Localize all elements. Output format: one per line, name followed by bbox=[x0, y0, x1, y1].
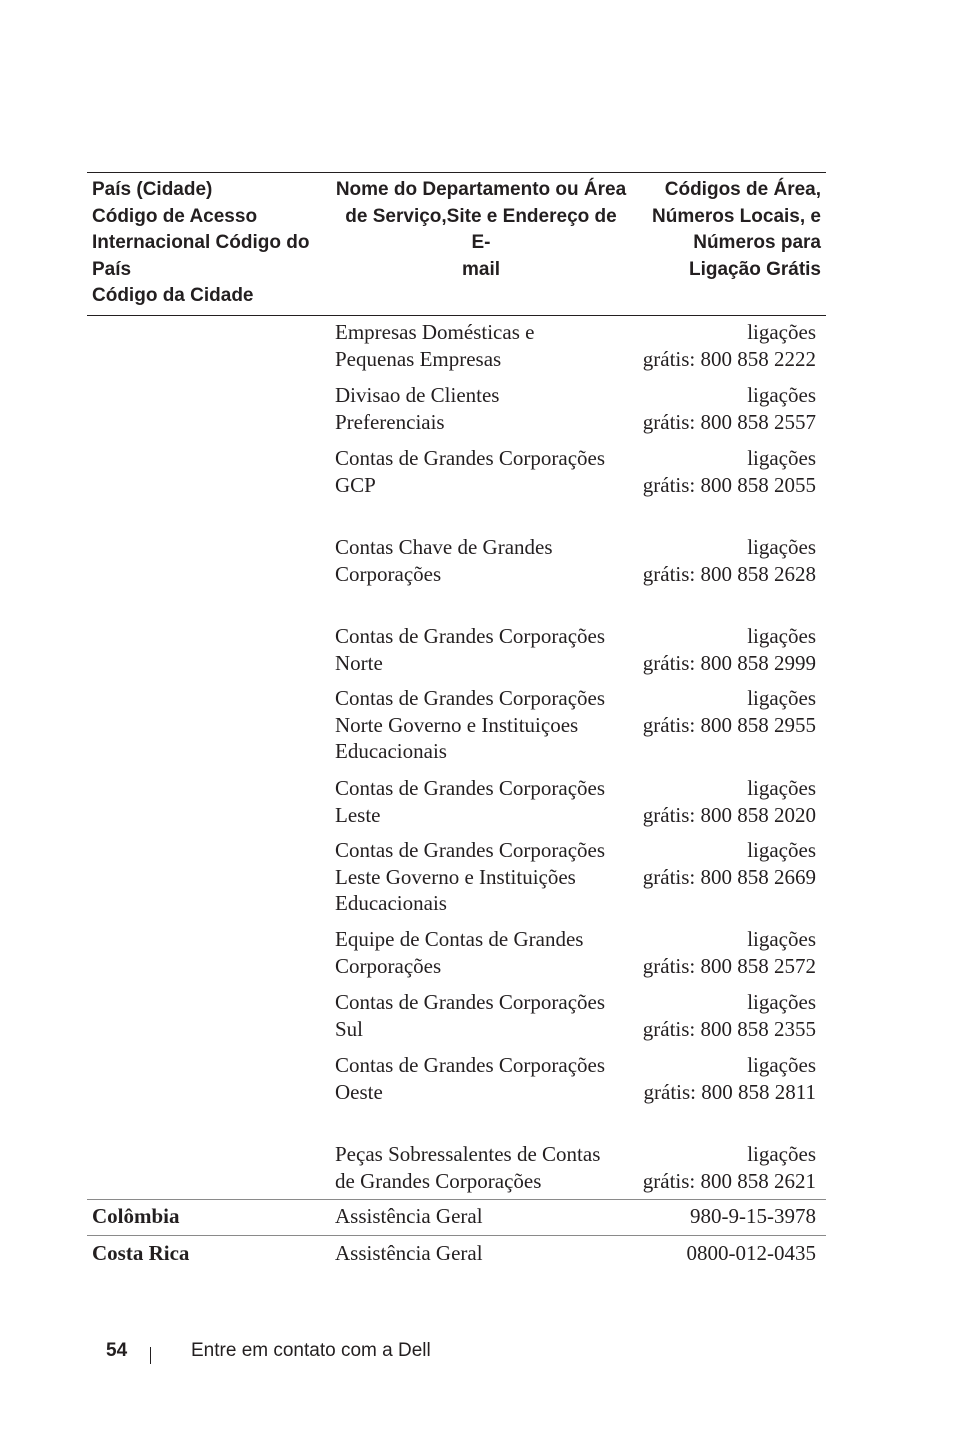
department-cell bbox=[335, 837, 627, 917]
department-cell bbox=[335, 775, 627, 828]
cell-line: ligações bbox=[747, 1053, 816, 1077]
cell-line: Leste bbox=[335, 802, 381, 827]
number-cell bbox=[630, 685, 816, 738]
header-bottom-rule bbox=[87, 315, 826, 316]
cell-line: ligações bbox=[747, 1142, 816, 1166]
footer-separator bbox=[150, 1347, 151, 1364]
cell-line: Sul bbox=[335, 1016, 364, 1041]
department-cell bbox=[335, 623, 627, 676]
cell-line: grátis: 800 858 2955 bbox=[642, 712, 816, 737]
cell-line: de Grandes Corporações bbox=[335, 1168, 542, 1193]
row-divider bbox=[87, 1199, 826, 1200]
number-cell: 0800-012-0435 bbox=[686, 1241, 816, 1265]
cell-line: Equipe de Contas de Grandes bbox=[335, 927, 584, 951]
cell-line: Contas de Grandes Corporações bbox=[335, 990, 606, 1014]
number-cell bbox=[630, 989, 816, 1042]
header-line: Ligação Grátis bbox=[689, 258, 821, 280]
cell-line: Contas de Grandes Corporações bbox=[335, 624, 606, 648]
department-cell bbox=[335, 1141, 627, 1194]
cell-line: ligações bbox=[747, 990, 816, 1014]
cell-line: ligações bbox=[747, 320, 816, 344]
header-line: Códigos de Área, bbox=[664, 179, 821, 200]
number-cell bbox=[630, 534, 816, 587]
header-line: Internacional Código do bbox=[92, 232, 310, 253]
header-line: Código da Cidade bbox=[92, 285, 254, 306]
cell-line: Contas Chave de Grandes bbox=[335, 535, 553, 559]
department-cell bbox=[335, 319, 627, 372]
cell-line: grátis: 800 858 2811 bbox=[643, 1079, 816, 1104]
cell-line: Contas de Grandes Corporações bbox=[335, 446, 606, 470]
cell-line: ligações bbox=[747, 535, 816, 559]
cell-line: Norte Governo e Instituiçoes bbox=[335, 712, 579, 737]
cell-line: grátis: 800 858 2557 bbox=[642, 409, 816, 434]
header-department bbox=[335, 177, 627, 283]
cell-line: grátis: 800 858 2020 bbox=[642, 802, 816, 827]
number-cell: 980-9-15-3978 bbox=[690, 1204, 816, 1228]
header-line: Números para bbox=[693, 232, 821, 253]
department-cell: Assistência Geral bbox=[335, 1241, 483, 1265]
cell-line: Oeste bbox=[335, 1079, 383, 1104]
cell-line: grátis: 800 858 2669 bbox=[642, 864, 816, 889]
number-cell bbox=[630, 382, 816, 435]
cell-line: grátis: 800 858 2055 bbox=[642, 472, 816, 497]
cell-line: Corporações bbox=[335, 561, 442, 586]
cell-line: grátis: 800 858 2222 bbox=[642, 346, 816, 371]
footer-title: Entre em contato com a Dell bbox=[191, 1340, 431, 1361]
cell-line: Contas de Grandes Corporações bbox=[335, 838, 606, 862]
cell-line: Contas de Grandes Corporações bbox=[335, 776, 606, 800]
cell-line: ligações bbox=[747, 776, 816, 800]
cell-line: Corporações bbox=[335, 953, 442, 978]
department-cell bbox=[335, 989, 627, 1042]
country-cell: Colômbia bbox=[92, 1204, 180, 1228]
header-line: mail bbox=[461, 258, 501, 280]
header-line: Código de Acesso bbox=[92, 205, 258, 227]
department-cell bbox=[335, 1052, 627, 1105]
cell-line: ligações bbox=[747, 838, 816, 862]
cell-line: Norte bbox=[335, 650, 383, 675]
department-cell bbox=[335, 445, 627, 498]
header-line: País (Cidade) bbox=[92, 179, 213, 200]
cell-line: ligações bbox=[747, 624, 816, 648]
cell-line: Preferenciais bbox=[335, 409, 445, 434]
cell-line: ligações bbox=[747, 446, 816, 470]
number-cell bbox=[630, 837, 816, 890]
cell-line: Pequenas Empresas bbox=[335, 346, 502, 371]
header-country bbox=[92, 177, 327, 310]
number-cell bbox=[630, 775, 816, 828]
header-line: País bbox=[92, 258, 132, 280]
cell-line: Empresas Domésticas e bbox=[335, 320, 535, 344]
cell-line: Contas de Grandes Corporações bbox=[335, 686, 606, 710]
cell-line: ligações bbox=[747, 927, 816, 951]
number-cell bbox=[630, 926, 816, 979]
number-cell bbox=[630, 1052, 816, 1105]
cell-line: grátis: 800 858 2628 bbox=[642, 561, 816, 586]
department-cell bbox=[335, 534, 627, 587]
header-line: de Serviço,Site e Endereço de E- bbox=[345, 205, 617, 253]
number-cell bbox=[630, 623, 816, 676]
page-number: 54 bbox=[106, 1340, 128, 1361]
department-cell bbox=[335, 382, 627, 435]
cell-line: grátis: 800 858 2572 bbox=[642, 953, 816, 978]
cell-line: Leste Governo e Instituições bbox=[335, 864, 576, 889]
cell-line: ligações bbox=[747, 686, 816, 710]
cell-line: Educacionais bbox=[335, 739, 447, 763]
cell-line: Contas de Grandes Corporações bbox=[335, 1053, 606, 1077]
cell-line: Educacionais bbox=[335, 891, 447, 915]
country-cell: Costa Rica bbox=[92, 1241, 190, 1265]
header-numbers bbox=[640, 177, 821, 283]
number-cell bbox=[630, 319, 816, 372]
table-top-rule bbox=[87, 172, 826, 173]
cell-line: grátis: 800 858 2999 bbox=[642, 650, 816, 675]
cell-line: Peças Sobressalentes de Contas bbox=[335, 1142, 601, 1166]
number-cell bbox=[630, 1141, 816, 1194]
cell-line: ligações bbox=[747, 383, 816, 407]
department-cell: Assistência Geral bbox=[335, 1204, 483, 1228]
header-line: Nome do Departamento ou Área bbox=[335, 179, 627, 200]
cell-line: grátis: 800 858 2621 bbox=[642, 1168, 816, 1193]
header-line: Números Locais, e bbox=[652, 205, 821, 227]
cell-line: Divisao de Clientes bbox=[335, 383, 500, 407]
cell-line: grátis: 800 858 2355 bbox=[642, 1016, 816, 1041]
number-cell bbox=[630, 445, 816, 498]
department-cell bbox=[335, 926, 627, 979]
row-divider bbox=[87, 1235, 826, 1236]
department-cell bbox=[335, 685, 627, 765]
cell-line: GCP bbox=[335, 472, 376, 497]
